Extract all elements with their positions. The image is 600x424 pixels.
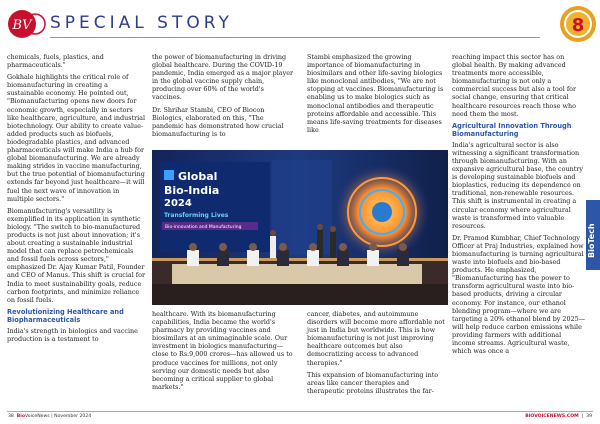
page-footer [0,411,600,424]
footer-left [8,414,91,419]
article-column-4 [452,53,586,359]
section-title: SPECIAL STORY [50,13,233,33]
svg-text:Transforming Lives: Transforming Lives [164,212,229,219]
footer-rule [7,411,593,412]
event-photo [152,150,448,305]
section-side-tab [586,200,600,270]
svg-text:Bio-India: Bio-India [164,184,220,197]
paragraph: India's agricultural sector is also witnessing a significant transformation through biomanufacturing. With an expansive agricultural base, the country is developing sustainable biofuels and bioplastics, reducing its dependence on traditional, non-renewable resources. This shift is instrumental in creating a circular economy where agricultural waste is transformed into valuable resources. [452,140,583,230]
page-number-left: 38 [8,414,14,419]
article-column-2-continued [152,310,294,395]
biovoice-logo-icon [7,9,47,39]
brand-bio: Bio [16,414,26,419]
svg-text:Global: Global [178,170,218,183]
subheading-healthcare: Revolutionizing Healthcare and Biopharmaceuticals [7,307,124,324]
svg-text:BV: BV [12,18,32,33]
article-column-3-continued [307,310,448,399]
svg-text:Bio-innovation and Manufacturi: Bio-innovation and Manufacturing [165,225,242,230]
svg-text:8: 8 [571,15,585,36]
subheading-agriculture: Agricultural Innovation Through Biomanufacturing [452,121,572,138]
paragraph: healthcare. With its biomanufacturing capabilities, India became the world's pharmacy by providing vaccines and biosimilars at an unimaginable scale. Our investment in biologics manufacturing—close to Rs.9,000 crores—has allowed us to produce vaccines for millions, not only serving our domestic needs but also becoming a critical supplier to global markets." [152,310,293,391]
paragraph: India's strength in biologics and vaccine production is a testament to [7,326,138,343]
paragraph: cancer, diabetes, and autoimmune disorders will become more affordable not just in India but worldwide. This is how biomanufacturing is not just improving healthcare outcomes but also democratizing access to advanced therapies." [307,310,445,367]
paragraph: Biomanufacturing's versatility is exemplified in its application in synthetic biology. "The switch to bio-manufactured products is not just about innovation; it's about creating a sustainable industrial model that can replace petrochemicals and fossil fuels across sectors," emphasized Dr. Ajay Kumar Patil, Founder and CEO of Manus. This shift is crucial for India to meet sustainability goals, reduce carbon footprints, and minimize reliance on fossil fuels. [7,206,146,304]
page-header [0,0,600,50]
paragraph: Dr. Shrihar Stambi, CEO of Biocon Biologics, elaborated on this, "The pandemic has demonstrated how crucial biomanufacturing is to [152,105,284,138]
paragraph: reaching impact this sector has on global health. By making advanced treatments more accessible, biomanufacturing is not only a commercial success but also a tool for social change, ensuring that critical healthcare resources reach those who need them the most. [452,53,577,118]
anniversary-badge-icon [558,2,598,46]
page-number-right: 39 [586,414,592,419]
site-url: BIOVOICENEWS.COM [525,414,579,419]
issue-date: | November 2024 [51,414,92,419]
svg-text:2024: 2024 [164,198,192,209]
paragraph: the power of biomanufacturing in driving global healthcare. During the COVID-19 pandemic, India emerged as a major player in the global vaccine supply chain, producing over 60% of the world's vaccines. [152,53,294,102]
paragraph: chemicals, fuels, plastics, and pharmaceuticals." [7,53,104,70]
footer-right: BIOVOICENEWS.COM | 39 [525,414,592,419]
paragraph: Stambi emphasized the growing importance of biomanufacturing in biosimilars and other life-saving biologics like monoclonal antibodies, "We are not stopping at vaccines. Biomanufacturing is enabling us to make biologics such as monoclonal antibodies and therapeutic proteins affordable and accessible. This means life-saving treatments for diseases like [307,53,444,134]
side-tab-label: BioTech [587,223,596,258]
article-column-3 [307,53,448,138]
header-rule [50,37,540,38]
article-column-2 [152,53,294,142]
stage-photo-illustration [152,150,448,305]
brand-voicenews: VoiceNews [25,414,50,419]
paragraph: Dr. Pramod Kumbhar, Chief Technology Officer at Praj Industries, explained how biomanufacturing is turning agricultural waste into biofuels and bio-based products. He emphasized, "Biomanufacturing has the power to transform agricultural waste into bio-based products, driving a circular economy. For instance, our ethanol blending program—where we are targeting a 20% ethanol blend by 2025—will help reduce carbon emissions while providing farmers with additional income streams. Agricultural waste, which was once a [452,233,586,356]
article-column-1 [7,53,146,347]
paragraph: This expansion of biomanufacturing into areas like cancer therapies and therapeutic proteins illustrates the far- [307,370,439,395]
paragraph: Gokhale highlights the critical role of biomanufacturing in creating a sustainable economy. He pointed out, "Biomanufacturing opens new doors for economic growth, especially in sectors like healthcare, agriculture, and industrial biotechnology. Our ability to create value-added products such as biofuels, biodegradable plastics, and advanced pharmaceuticals will make India a hub for global biomanufacturing. We are already making strides in vaccine manufacturing, but the true potential of biomanufacturing extends far beyond just healthcare—it will fuel the next wave of innovation in multiple sectors." [7,73,146,203]
